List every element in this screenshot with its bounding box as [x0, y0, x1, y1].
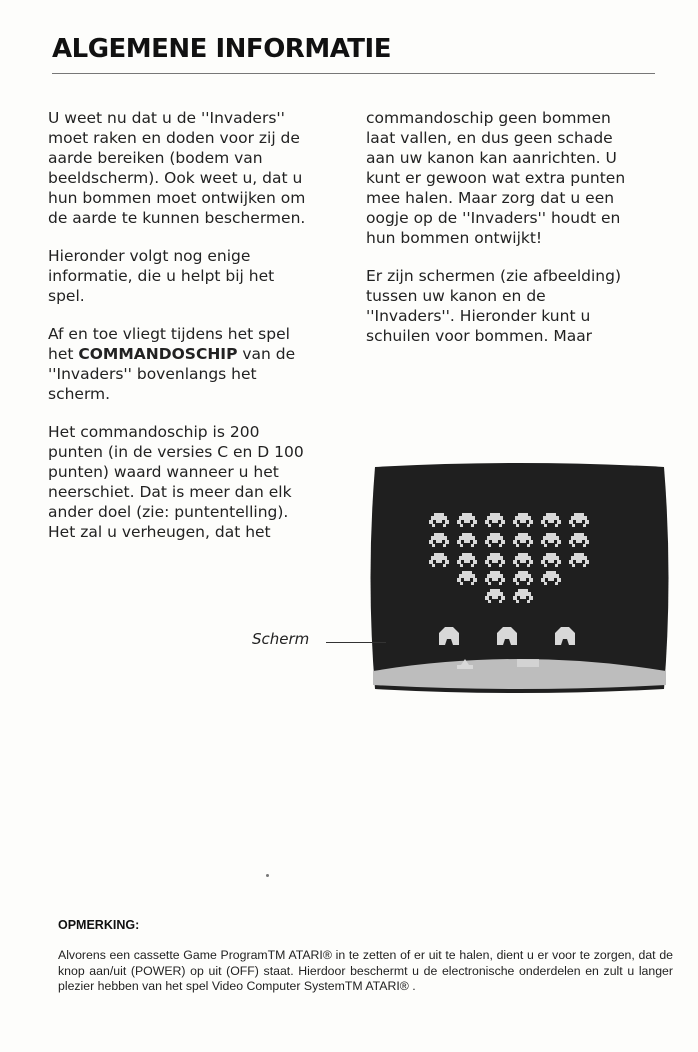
invader-pixel [569, 520, 573, 524]
invader-pixel [460, 544, 463, 547]
title-rule [52, 73, 655, 74]
invader-pixel [574, 553, 584, 556]
invader-pixel [544, 564, 547, 567]
invader-pixel [436, 560, 442, 563]
invader-pixel [571, 536, 587, 540]
invader-pixel [557, 520, 561, 524]
invader-pixel [460, 582, 463, 585]
invader-pixel [529, 578, 533, 582]
invader-pixel [527, 544, 530, 547]
invader-pixel [473, 578, 477, 582]
invader-pixel [574, 513, 584, 516]
invader-pixel [436, 540, 442, 543]
left-column [48, 108, 348, 560]
invader-pixel [492, 560, 498, 563]
commandship-text-before: Af en toe vliegt tijdens het spel het [48, 325, 290, 363]
invader-pixel [462, 533, 472, 536]
invader-pixel [434, 533, 444, 536]
invader-pixel [543, 516, 559, 520]
invader-pixel [485, 578, 489, 582]
invader-pixel [490, 589, 500, 592]
invader-pixel [471, 582, 474, 585]
invader-pixel [574, 533, 584, 536]
invader-pixel [544, 544, 547, 547]
invader-pixel [429, 560, 433, 564]
invader-pixel [462, 571, 472, 574]
invader-pixel [464, 520, 470, 523]
invader-pixel [529, 596, 533, 600]
invader-pixel [546, 513, 556, 516]
invader-pixel [546, 533, 556, 536]
invader-pixel [432, 564, 435, 567]
invader-pixel [492, 540, 498, 543]
invader-pixel [490, 533, 500, 536]
invader-pixel [585, 560, 589, 564]
invader-pixel [583, 564, 586, 567]
invader-pixel [488, 600, 491, 603]
invader-pixel [492, 596, 498, 599]
commandship-text-after: van de ''Invaders'' bovenlangs het scherm. [48, 345, 296, 403]
game-screen-illustration [367, 463, 672, 693]
invader-pixel [501, 560, 505, 564]
invader-pixel [555, 544, 558, 547]
invader-pixel [583, 544, 586, 547]
invader-pixel [499, 544, 502, 547]
note-body: Alvorens een cassette Game ProgramTM ATARI® in te zetten of er uit te halen, dient u er voor te zorgen, dat de knop aan/uit (POWER) op uit (OFF) staat. Hierdoor beschermt u de electronische onderdelen en zult u langer plezier hebben van het spel Video Computer SystemTM ATARI® . [58, 948, 673, 993]
invader-pixel [457, 560, 461, 564]
invader-pixel [445, 560, 449, 564]
invader-pixel [473, 540, 477, 544]
invader-pixel [583, 524, 586, 527]
invader-pixel [462, 513, 472, 516]
invader-pixel [487, 516, 503, 520]
invader-pixel [543, 556, 559, 560]
invader-pixel [487, 592, 503, 596]
invader-pixel [516, 564, 519, 567]
note-heading: OPMERKING: [58, 918, 140, 932]
invader-pixel [515, 556, 531, 560]
invader-pixel [515, 592, 531, 596]
invader-pixel [457, 540, 461, 544]
invader-pixel [443, 524, 446, 527]
invader-pixel [490, 571, 500, 574]
invader-pixel [460, 524, 463, 527]
invader-pixel [499, 524, 502, 527]
invader-pixel [572, 524, 575, 527]
invader-pixel [459, 516, 475, 520]
invader-pixel [490, 513, 500, 516]
invader-pixel [541, 520, 545, 524]
invader-pixel [459, 574, 475, 578]
invader-pixel [520, 578, 526, 581]
invader-pixel [488, 564, 491, 567]
invader-pixel [515, 516, 531, 520]
invader-pixel [515, 536, 531, 540]
invader-pixel [518, 589, 528, 592]
invader-pixel [431, 536, 447, 540]
invader-pixel [501, 520, 505, 524]
invader-pixel [443, 564, 446, 567]
invader-pixel [515, 574, 531, 578]
invader-pixel [541, 540, 545, 544]
invader-pixel [445, 540, 449, 544]
invader-pixel [516, 582, 519, 585]
invader-pixel [499, 564, 502, 567]
invader-pixel [543, 536, 559, 540]
invader-pixel [443, 544, 446, 547]
invader-pixel [471, 544, 474, 547]
invader-pixel [499, 600, 502, 603]
invader-pixel [488, 582, 491, 585]
invader-pixel [544, 524, 547, 527]
invader-pixel [501, 578, 505, 582]
invader-pixel [487, 556, 503, 560]
invader-pixel [473, 560, 477, 564]
invader-pixel [557, 578, 561, 582]
invader-pixel [520, 540, 526, 543]
paragraph-commandship [48, 324, 348, 404]
invader-pixel [459, 536, 475, 540]
paragraph-points: Het commandoschip is 200 punten (in de versies C en D 100 punten) waard wanneer u het neerschiet. Dat is meer dan elk ander doel (zie: puntentelling). Het zal u verheugen, dat het [48, 423, 304, 541]
invader-pixel [485, 596, 489, 600]
invader-pixel [576, 520, 582, 523]
invader-pixel [464, 560, 470, 563]
invader-pixel [492, 578, 498, 581]
invader-pixel [462, 553, 472, 556]
invader-pixel [488, 544, 491, 547]
invader-pixel [518, 553, 528, 556]
paragraph-intro: U weet nu dat u de ''Invaders'' moet raken en doden voor zij de aarde bereiken (bodem van beeldscherm). Ook weet u, dat u hun bommen moet ontwijken om de aarde te kunnen beschermen. [48, 109, 306, 227]
right-column [366, 108, 666, 364]
invader-pixel [576, 540, 582, 543]
invader-pixel [557, 540, 561, 544]
invader-pixel [445, 520, 449, 524]
invader-pixel [585, 540, 589, 544]
invader-pixel [520, 596, 526, 599]
speck [266, 874, 269, 877]
invader-pixel [576, 560, 582, 563]
invader-pixel [473, 520, 477, 524]
invader-pixel [513, 520, 517, 524]
invader-pixel [485, 540, 489, 544]
invader-pixel [557, 560, 561, 564]
invader-pixel [457, 520, 461, 524]
invader-pixel [513, 578, 517, 582]
invader-pixel [529, 540, 533, 544]
invader-pixel [548, 560, 554, 563]
invader-pixel [555, 564, 558, 567]
invader-pixel [572, 544, 575, 547]
invader-pixel [487, 574, 503, 578]
invader-pixel [432, 544, 435, 547]
invader-pixel [516, 600, 519, 603]
paragraph-commandship-continued: commandoschip geen bommen laat vallen, en dus geen schade aan uw kanon kan aanrichten. U kunt er gewoon wat extra punten mee halen. Maar zorg dat u een oogje op de ''Invaders'' houdt en hun bommen ontwijkt! [366, 109, 626, 247]
invader-pixel [464, 578, 470, 581]
invader-pixel [490, 553, 500, 556]
invader-pixel [431, 556, 447, 560]
invader-pixel [471, 564, 474, 567]
invader-pixel [571, 556, 587, 560]
invader-pixel [513, 540, 517, 544]
invader-pixel [501, 596, 505, 600]
invader-pixel [488, 524, 491, 527]
invader-pixel [548, 578, 554, 581]
invader-pixel [527, 524, 530, 527]
invader-pixel [513, 560, 517, 564]
paragraph-shields: Er zijn schermen (zie afbeelding) tussen uw kanon en de ''Invaders''. Hieronder kunt u schuilen voor bommen. Maar [366, 267, 622, 345]
invader-pixel [518, 571, 528, 574]
invader-pixel [436, 520, 442, 523]
invader-pixel [546, 571, 556, 574]
shield-callout-line [326, 642, 386, 643]
invader-pixel [429, 540, 433, 544]
invader-pixel [544, 582, 547, 585]
commandship-keyword: COMMANDOSCHIP [78, 345, 238, 363]
invader-pixel [485, 520, 489, 524]
invader-pixel [457, 578, 461, 582]
invader-pixel [585, 520, 589, 524]
invader-pixel [527, 582, 530, 585]
invader-pixel [555, 582, 558, 585]
invader-pixel [548, 520, 554, 523]
invader-pixel [541, 560, 545, 564]
invader-pixel [485, 560, 489, 564]
invader-pixel [501, 540, 505, 544]
invader-pixel [569, 560, 573, 564]
shield-callout-label: Scherm [252, 630, 310, 648]
invader-pixel [429, 520, 433, 524]
invader-pixel [434, 553, 444, 556]
invader-pixel [464, 540, 470, 543]
invader-pixel [571, 516, 587, 520]
invader-pixel [572, 564, 575, 567]
invader-pixel [555, 524, 558, 527]
invader-pixel [516, 544, 519, 547]
invader-pixel [520, 520, 526, 523]
invader-pixel [432, 524, 435, 527]
paragraph-info: Hieronder volgt nog enige informatie, die u helpt bij het spel. [48, 247, 275, 305]
invader-pixel [520, 560, 526, 563]
invader-pixel [543, 574, 559, 578]
invader-pixel [487, 536, 503, 540]
invader-pixel [499, 582, 502, 585]
invader-pixel [541, 578, 545, 582]
invader-pixel [529, 520, 533, 524]
invader-pixel [516, 524, 519, 527]
invader-pixel [471, 524, 474, 527]
invader-pixel [513, 596, 517, 600]
invader-pixel [527, 600, 530, 603]
page-title: ALGEMENE INFORMATIE [52, 34, 391, 64]
invader-pixel [527, 564, 530, 567]
invader-pixel [459, 556, 475, 560]
invader-pixel [434, 513, 444, 516]
invader-pixel [518, 533, 528, 536]
invader-pixel [492, 520, 498, 523]
invader-pixel [518, 513, 528, 516]
invader-pixel [569, 540, 573, 544]
invader-pixel [529, 560, 533, 564]
invader-pixel [546, 553, 556, 556]
invader-pixel [460, 564, 463, 567]
invader-pixel [431, 516, 447, 520]
score-block [517, 659, 539, 667]
invader-pixel [548, 540, 554, 543]
